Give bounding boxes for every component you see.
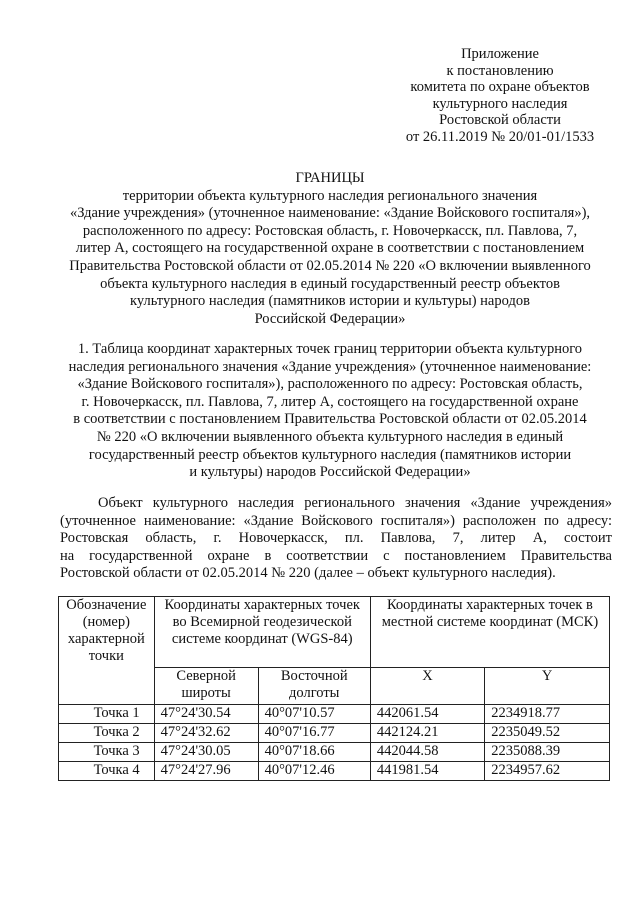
section-line: № 220 «О включении выявленного объекта культурного наследия в единый [96, 428, 564, 445]
title-heading: ГРАНИЦЫ [295, 170, 365, 186]
coordinates-table [58, 596, 610, 781]
section-line: в соответствии с постановлением Правительства Ростовской области от 02.05.2014 [73, 411, 587, 428]
appendix-line: Приложение [461, 46, 539, 62]
paragraph-line: Ростовская область, г. Новочеркасск, пл. Павлова, 7, литер А, состоит [60, 530, 612, 547]
section-line: наследия регионального значения «Здание учреждения» (уточненное наименование: [68, 358, 592, 375]
point-y: 2235088.39 [485, 743, 610, 762]
title-line: объекта культурного наследия в единый государственный реестр объектов [100, 275, 560, 292]
title-line: Российской Федерации» [254, 310, 406, 327]
section-heading [60, 341, 600, 482]
document-title [50, 170, 610, 328]
point-name: Точка 2 [59, 724, 155, 743]
point-x: 442061.54 [370, 705, 484, 724]
header-point: Обозначение (номер) характерной точки [59, 597, 155, 705]
point-lat: 47°24'30.54 [154, 705, 258, 724]
paragraph-line: (уточненное наименование: «Здание Войскового госпиталя») расположен по адресу: [60, 512, 612, 529]
paragraph-line: на государственной охране в соответствии с постановлением Правительства [60, 547, 612, 564]
appendix-line: комитета по охране объектов [410, 79, 590, 96]
point-lat: 47°24'32.62 [154, 724, 258, 743]
table-row [59, 762, 610, 781]
title-line: литер А, состоящего на государственной охране в соответствии с постановлением [75, 240, 585, 257]
section-line: 1. Таблица координат характерных точек границ территории объекта культурного [77, 341, 583, 357]
table-row [59, 743, 610, 762]
header-y: Y [485, 668, 610, 705]
appendix-line: культурного наследия [432, 95, 568, 112]
body-paragraph [60, 495, 612, 583]
point-x: 442124.21 [370, 724, 484, 743]
section-line: г. Новочеркасск, пл. Павлова, 7, литер А, состоящего на государственной охране [81, 393, 579, 410]
table-header-row [59, 597, 610, 668]
point-lon: 40°07'16.77 [258, 724, 370, 743]
point-x: 442044.58 [370, 743, 484, 762]
point-lon: 40°07'10.57 [258, 705, 370, 724]
header-msk: Координаты характерных точек в местной системе координат (МСК) [370, 597, 609, 668]
appendix-line: к постановлению [446, 62, 554, 79]
table-row [59, 705, 610, 724]
section-line: государственный реестр объектов культурного наследия (памятников истории [88, 446, 572, 463]
title-line: Правительства Ростовской области от 02.05.2014 № 220 «О включении выявленного [69, 257, 591, 274]
table-row [59, 724, 610, 743]
point-lat: 47°24'30.05 [154, 743, 258, 762]
point-lon: 40°07'18.66 [258, 743, 370, 762]
point-name: Точка 4 [59, 762, 155, 781]
point-name: Точка 3 [59, 743, 155, 762]
title-line: культурного наследия (памятников истории и культуры) народов [130, 293, 530, 310]
header-lat: Северной широты [154, 668, 258, 705]
point-y: 2235049.52 [485, 724, 610, 743]
title-line: территории объекта культурного наследия регионального значения [122, 187, 538, 204]
header-lon: Восточной долготы [258, 668, 370, 705]
point-lon: 40°07'12.46 [258, 762, 370, 781]
point-lat: 47°24'27.96 [154, 762, 258, 781]
section-line: «Здание Войскового госпиталя»), расположенного по адресу: Ростовская область, [77, 376, 583, 393]
appendix-line: от 26.11.2019 № 20/01-01/1533 [405, 128, 595, 145]
point-x: 441981.54 [370, 762, 484, 781]
appendix-block [380, 46, 620, 146]
point-y: 2234957.62 [485, 762, 610, 781]
header-wgs: Координаты характерных точек во Всемирной геодезической системе координат (WGS-84) [154, 597, 370, 668]
header-x: X [370, 668, 484, 705]
section-line: и культуры) народов Российской Федерации» [189, 464, 471, 481]
point-y: 2234918.77 [485, 705, 610, 724]
paragraph-line: Объект культурного наследия регионального значения «Здание учреждения» [98, 495, 612, 511]
title-line: «Здание учреждения» (уточненное наименование: «Здание Войскового госпиталя»), [69, 205, 591, 222]
point-name: Точка 1 [59, 705, 155, 724]
title-line: расположенного по адресу: Ростовская область, г. Новочеркасск, пл. Павлова, 7, [82, 222, 578, 239]
paragraph-line: Ростовской области от 02.05.2014 № 220 (далее – объект культурного наследия). [60, 565, 556, 582]
appendix-line: Ростовской области [439, 112, 561, 129]
